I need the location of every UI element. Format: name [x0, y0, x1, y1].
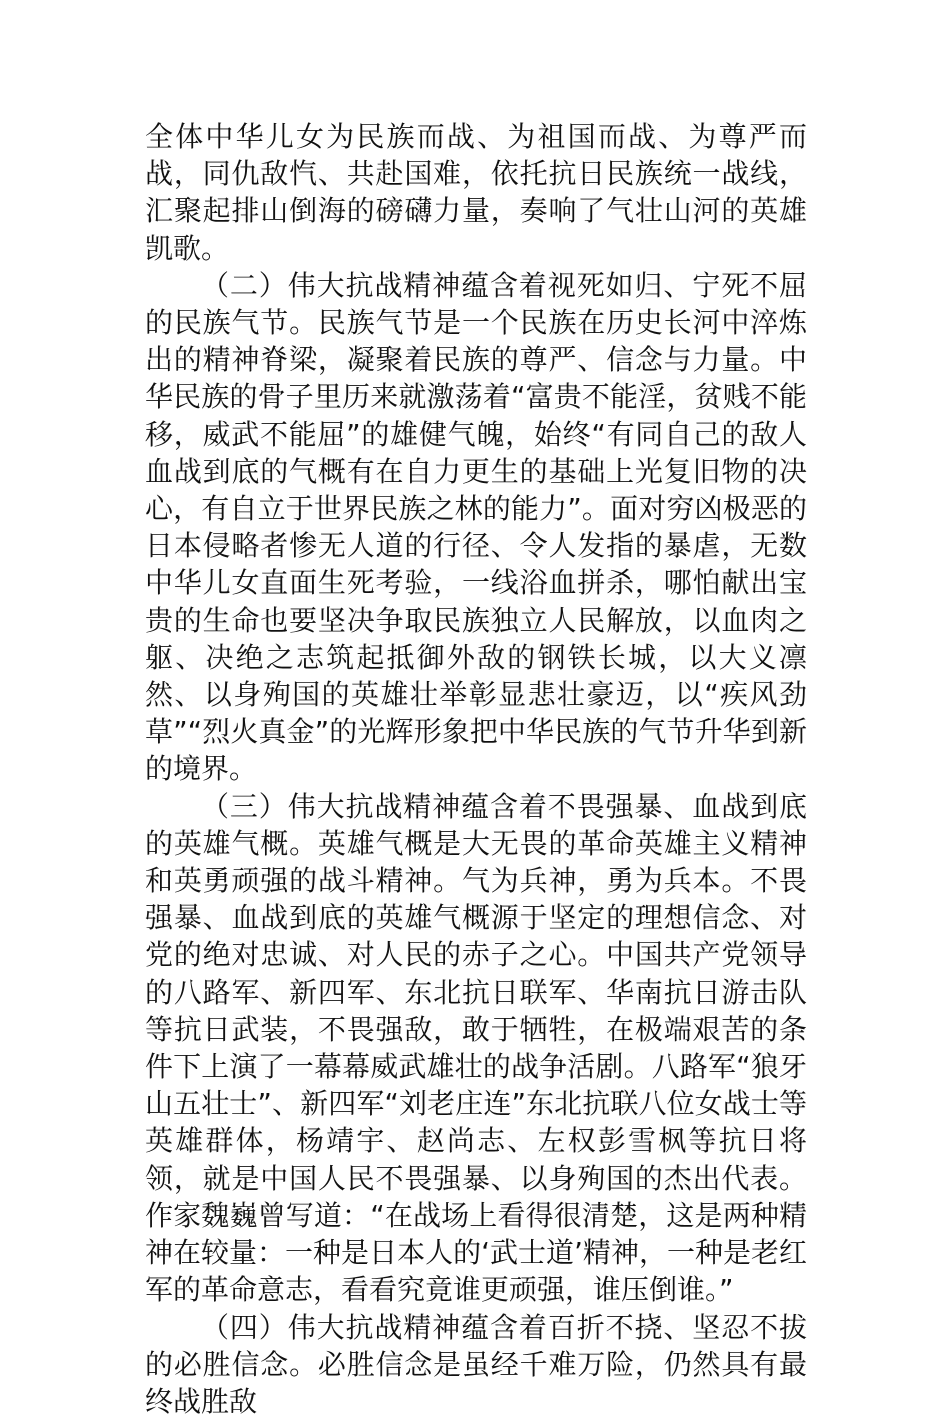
- document-body: [145, 118, 807, 1420]
- paragraph-continuation: 全体中华儿女为民族而战、为祖国而战、为尊严而战，同仇敌忾、共赴国难，依托抗日民族统一战线，汇聚起排山倒海的磅礴力量，奏响了气壮山河的英雄凯歌。: [145, 118, 807, 267]
- paragraph-section-4: （四）伟大抗战精神蕴含着百折不挠、坚忍不拔的必胜信念。必胜信念是虽经千难万险，仍然具有最终战胜敌: [145, 1309, 807, 1420]
- paragraph-section-3: （三）伟大抗战精神蕴含着不畏强暴、血战到底的英雄气概。英雄气概是大无畏的革命英雄主义精神和英勇顽强的战斗精神。气为兵神，勇为兵本。不畏强暴、血战到底的英雄气概源于坚定的理想信念、对党的绝对忠诚、对人民的赤子之心。中国共产党领导的八路军、新四军、东北抗日联军、华南抗日游击队等抗日武装，不畏强敌，敢于牺牲，在极端艰苦的条件下上演了一幕幕威武雄壮的战争活剧。八路军“狼牙山五壮士”、新四军“刘老庄连”东北抗联八位女战士等英雄群体，杨靖宇、赵尚志、左权彭雪枫等抗日将领，就是中国人民不畏强暴、以身殉国的杰出代表。作家魏巍曾写道：“在战场上看得很清楚，这是两种精神在较量：一种是日本人的‘武士道’精神，一种是老红军的革命意志，看看究竟谁更顽强，谁压倒谁。”: [145, 788, 807, 1309]
- paragraph-section-2: （二）伟大抗战精神蕴含着视死如归、宁死不屈的民族气节。民族气节是一个民族在历史长河中淬炼出的精神脊梁，凝聚着民族的尊严、信念与力量。中华民族的骨子里历来就激荡着“富贵不能淫，贫贱不能移，威武不能屈”的雄健气魄，始终“有同自己的敌人血战到底的气概有在自力更生的基础上光复旧物的决心，有自立于世界民族之林的能力”。面对穷凶极恶的日本侵略者惨无人道的行径、令人发指的暴虐，无数中华儿女直面生死考验，一线浴血拼杀，哪怕献出宝贵的生命也要坚决争取民族独立人民解放，以血肉之躯、决绝之志筑起抵御外敌的钢铁长城，以大义凛然、以身殉国的英雄壮举彰显悲壮豪迈，以“疾风劲草”“烈火真金”的光辉形象把中华民族的气节升华到新的境界。: [145, 267, 807, 788]
